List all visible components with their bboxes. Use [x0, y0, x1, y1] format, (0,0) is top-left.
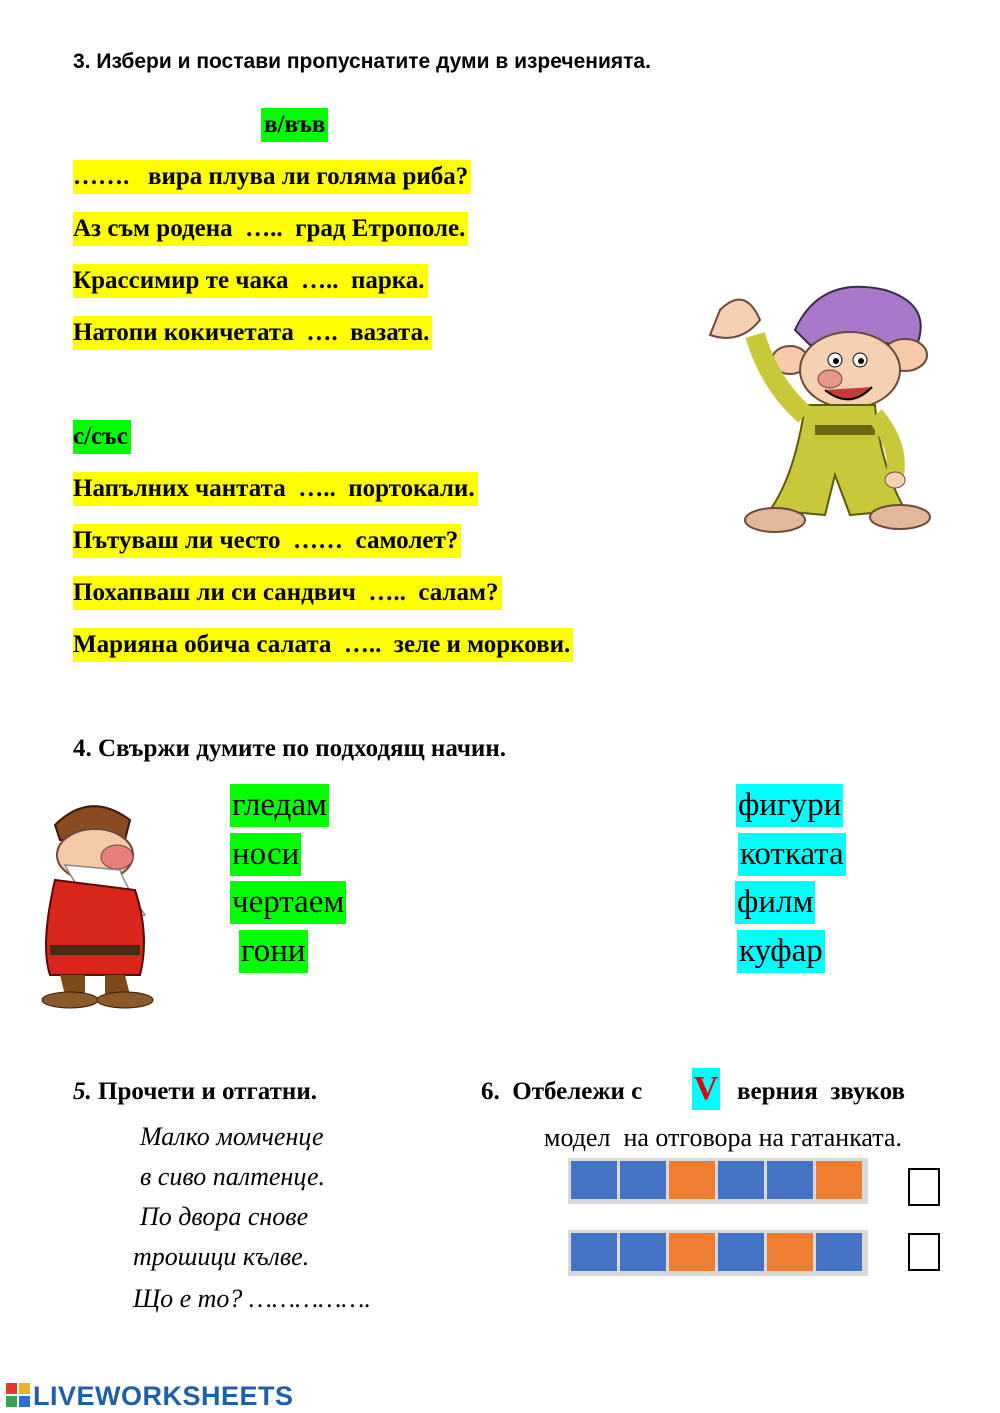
task5-title [73, 1078, 317, 1106]
group1-label: в/във [261, 108, 328, 142]
model2-cell-3 [669, 1233, 715, 1271]
right-word-4[interactable]: куфар [737, 930, 825, 973]
model1-cell-4 [718, 1161, 764, 1199]
dopey-illustration [700, 275, 945, 545]
task6-title-suffix: верния звуков [737, 1078, 905, 1105]
sentence-5: Напълних чантата ….. портокали. [73, 472, 478, 506]
left-word-4[interactable]: гони [239, 930, 308, 973]
sentence-7: Похапваш ли си сандвич ….. салам? [73, 576, 502, 610]
task5-text: Прочети и отгатни. [91, 1078, 317, 1105]
poem-line-3: По двора снове [140, 1202, 309, 1231]
sentence-6: Пътуваш ли често …… самолет? [73, 524, 461, 558]
poem-line-5: Що е то? ……………. [133, 1284, 372, 1313]
liveworksheets-logo-icon [6, 1383, 30, 1407]
task6-title-prefix: 6. Отбележи с [481, 1078, 643, 1105]
model2-cell-6 [816, 1233, 862, 1271]
group2-label: с/със [73, 420, 131, 454]
right-word-1[interactable]: фигури [736, 784, 843, 827]
grumpy-illustration [25, 795, 165, 1010]
poem-line-2: в сиво палтенце. [140, 1162, 326, 1191]
poem-line-1: Малко момченце [140, 1122, 324, 1151]
check-mark-sample: V [692, 1068, 720, 1110]
sentence-4: Натопи кокичетата …. вазата. [73, 316, 432, 350]
model1-cell-3 [669, 1161, 715, 1199]
left-word-3[interactable]: чертаем [230, 881, 346, 924]
left-word-2[interactable]: носи [230, 833, 301, 876]
model2-cell-4 [718, 1233, 764, 1271]
sentence-3: Крассимир те чака ….. парка. [73, 264, 428, 298]
task6-subtitle: модел на отговора на гатанката. [544, 1123, 903, 1152]
right-word-3[interactable]: филм [735, 881, 815, 924]
sentence-1: ……. вира плува ли голяма риба? [73, 160, 471, 194]
model2-cell-5 [767, 1233, 813, 1271]
model1-cell-2 [620, 1161, 666, 1199]
task4-title: 4. Свържи думите по подходящ начин. [73, 735, 506, 762]
model1-checkbox[interactable] [908, 1168, 940, 1206]
sentence-2: Аз съм родена ….. град Етрополе. [73, 212, 468, 246]
right-word-2[interactable]: котката [738, 833, 846, 876]
model1-cell-6 [816, 1161, 862, 1199]
left-word-1[interactable]: гледам [230, 784, 329, 827]
task5-number: 5. [73, 1078, 92, 1105]
model2-cell-2 [620, 1233, 666, 1271]
poem-line-4: трошици кълве. [133, 1242, 310, 1271]
task3-title: 3. Избери и постави пропуснатите думи в изреченията. [73, 50, 651, 73]
sentence-8: Марияна обича салата ….. зеле и моркови. [73, 628, 573, 662]
model2-checkbox[interactable] [908, 1233, 940, 1271]
model2-cell-1 [571, 1233, 617, 1271]
liveworksheets-logo-text: LIVEWORKSHEETS [33, 1381, 294, 1411]
model1-cell-1 [571, 1161, 617, 1199]
model1-cell-5 [767, 1161, 813, 1199]
